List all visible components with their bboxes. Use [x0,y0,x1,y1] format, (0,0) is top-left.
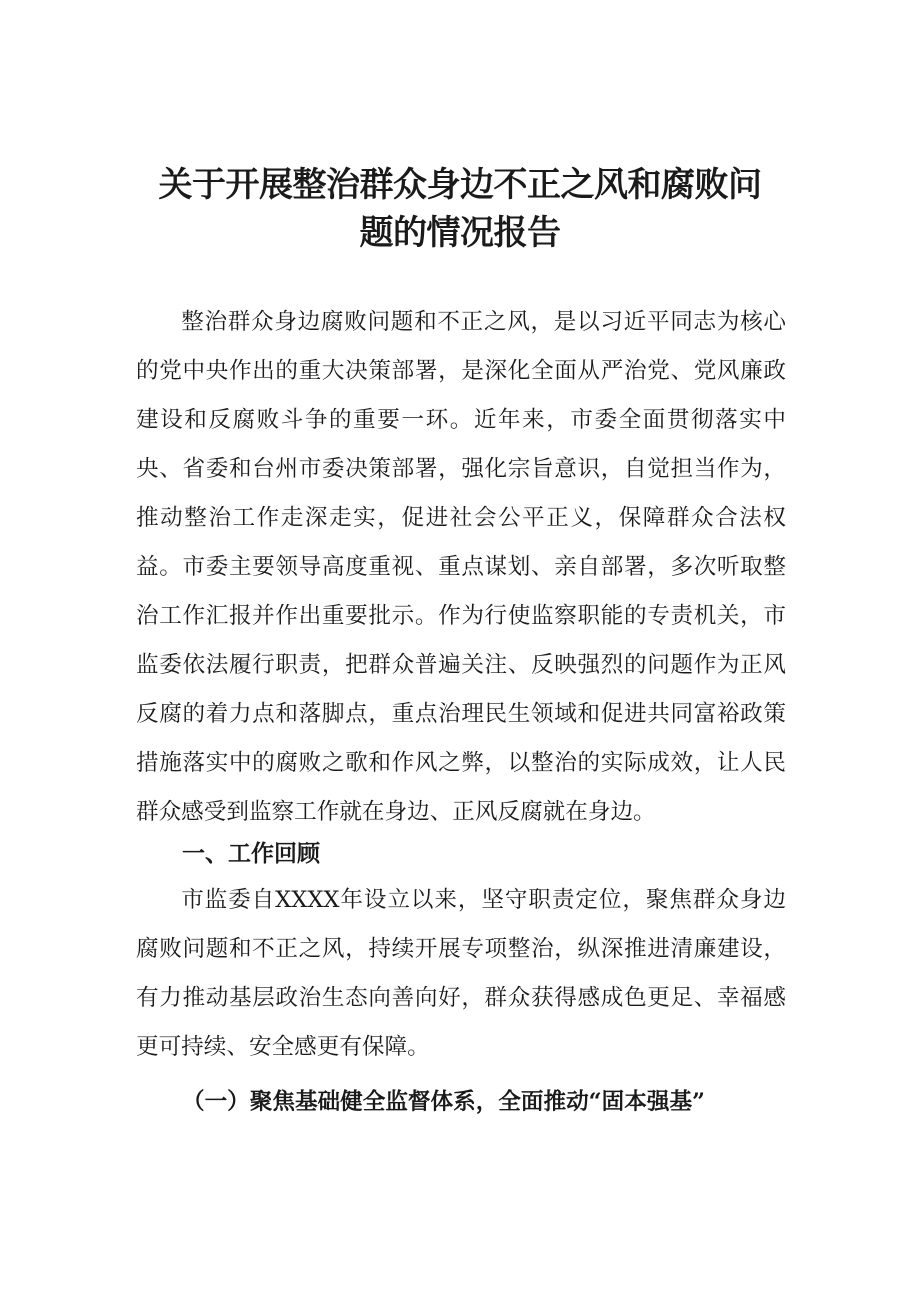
document-title-line-2: 题的情况报告 [359,213,561,253]
section-heading-work-review: 一、工作回顾 [182,841,320,867]
intro-paragraph: 整治群众身边腐败问题和不正之风，是以习近平同志为核心的党中央作出的重大决策部署，是深化全面从严治党、党风廉政建设和反腐败斗争的重要一环。近年来，市委全面贯彻落实中央、省委和台州市委决策部署，强化宗旨意识，自觉担当作为，推动整治工作走深走实，促进社会公平正义，保障群众合法权益。市委主要领导高度重视、重点谋划、亲自部署，多次听取整治工作汇报并作出重要批示。作为行使监察职能的专责机关，市监委依法履行职责，把群众普遍关注、反映强烈的问题作为正风反腐的着力点和落脚点，重点治理民生领域和促进共同富裕政策措施落实中的腐败之歌和作风之弊，以整治的实际成效，让人民群众感受到监察工作就在身边、正风反腐就在身边。 [136,309,786,825]
subsection-heading-1: （一）聚焦基础健全监督体系，全面推动“固本强基” [182,1089,706,1115]
document-title-line-1: 关于开展整治群众身边不正之风和腐败问 [158,165,762,205]
work-review-paragraph: 市监委自XXXX年设立以来，坚守职责定位，聚焦群众身边腐败问题和不正之风，持续开展专项整治，纵深推进清廉建设，有力推动基层政治生态向善向好，群众获得感成色更足、幸福感更可持续、安全感更有保障。 [136,887,786,1060]
